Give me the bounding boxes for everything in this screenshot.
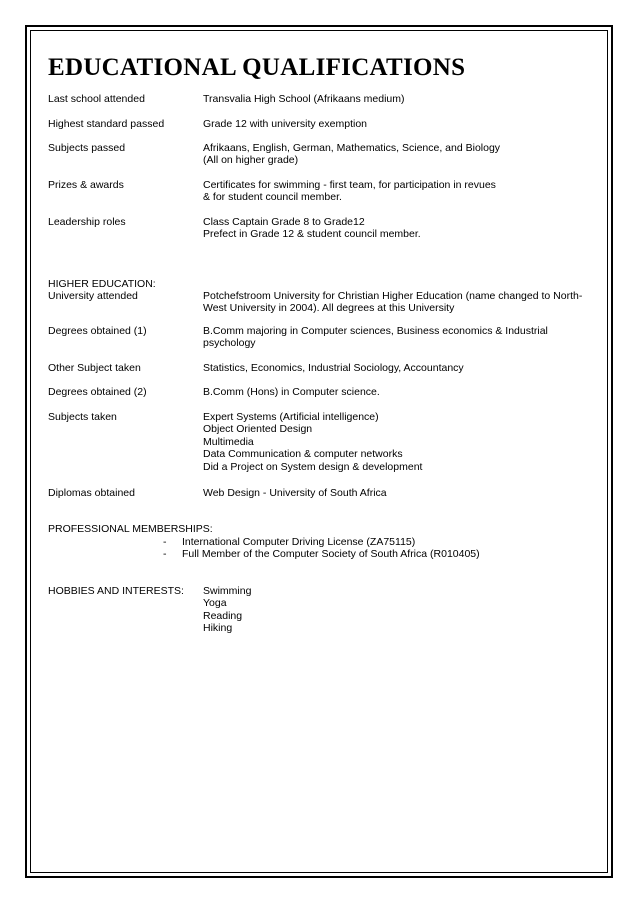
- row-value: [203, 93, 593, 105]
- hobbies-label: HOBBIES AND INTERESTS:: [48, 585, 184, 597]
- value-line: Data Communication & computer networks: [203, 448, 403, 461]
- value-line: psychology: [203, 337, 256, 350]
- hobbies-list: [203, 585, 593, 635]
- row-value: [203, 118, 593, 130]
- value-line: West University in 2004). All degrees at this University: [203, 302, 455, 315]
- value-line: B.Comm (Hons) in Computer science.: [203, 386, 380, 398]
- row-label: Prizes & awards: [48, 179, 124, 191]
- value-line: (All on higher grade): [203, 154, 299, 167]
- row-value: [203, 290, 593, 315]
- membership-text: Full Member of the Computer Society of South Africa (R010405): [182, 548, 480, 560]
- row-value: [203, 362, 593, 374]
- value-line: Afrikaans, English, German, Mathematics, Science, and Biology: [203, 142, 501, 154]
- row-label: University attended: [48, 290, 138, 302]
- value-line: Statistics, Economics, Industrial Sociology, Accountancy: [203, 362, 464, 374]
- row-value: [203, 179, 593, 204]
- row-label: Subjects taken: [48, 411, 117, 423]
- hobby-item: Reading: [203, 609, 243, 622]
- value-line: Multimedia: [203, 435, 254, 448]
- row-label: Subjects passed: [48, 142, 126, 154]
- row-value: [203, 142, 593, 167]
- membership-text: International Computer Driving License (ZA75115): [182, 536, 416, 548]
- row-value: [203, 386, 593, 398]
- higher-education-heading: HIGHER EDUCATION:: [48, 278, 156, 290]
- value-line: B.Comm majoring in Computer sciences, Business economics & Industrial: [203, 325, 548, 337]
- row-label: Leadership roles: [48, 216, 126, 228]
- value-line: Prefect in Grade 12 & student council member.: [203, 228, 421, 241]
- row-label: Diplomas obtained: [48, 487, 135, 499]
- row-label: Degrees obtained (1): [48, 325, 147, 337]
- value-line: Grade 12 with university exemption: [203, 118, 367, 130]
- bullet-dash: -: [163, 536, 167, 548]
- hobby-item: Hiking: [203, 622, 233, 635]
- value-line: Certificates for swimming - first team, for participation in revues: [203, 179, 496, 191]
- memberships-heading: PROFESSIONAL MEMBERSHIPS:: [48, 523, 213, 535]
- value-line: Class Captain Grade 8 to Grade12: [203, 216, 365, 228]
- row-label: Highest standard passed: [48, 118, 165, 130]
- hobby-item: Yoga: [203, 597, 227, 610]
- value-line: Potchefstroom University for Christian Higher Education (name changed to North-: [203, 290, 583, 302]
- row-value: [203, 411, 593, 473]
- value-line: Expert Systems (Artificial intelligence): [203, 411, 379, 423]
- row-value: [203, 487, 593, 499]
- row-value: [203, 325, 593, 350]
- value-line: Object Oriented Design: [203, 423, 313, 436]
- value-line: & for student council member.: [203, 191, 342, 204]
- row-value: [203, 216, 593, 241]
- hobby-item: Swimming: [203, 585, 252, 597]
- value-line: Transvalia High School (Afrikaans medium): [203, 93, 405, 105]
- value-line: Web Design - University of South Africa: [203, 487, 387, 499]
- bullet-dash: -: [163, 548, 167, 560]
- row-label: Other Subject taken: [48, 362, 141, 374]
- value-line: Did a Project on System design & development: [203, 460, 423, 473]
- page-title: EDUCATIONAL QUALIFICATIONS: [48, 54, 466, 81]
- row-label: Last school attended: [48, 93, 145, 105]
- row-label: Degrees obtained (2): [48, 386, 147, 398]
